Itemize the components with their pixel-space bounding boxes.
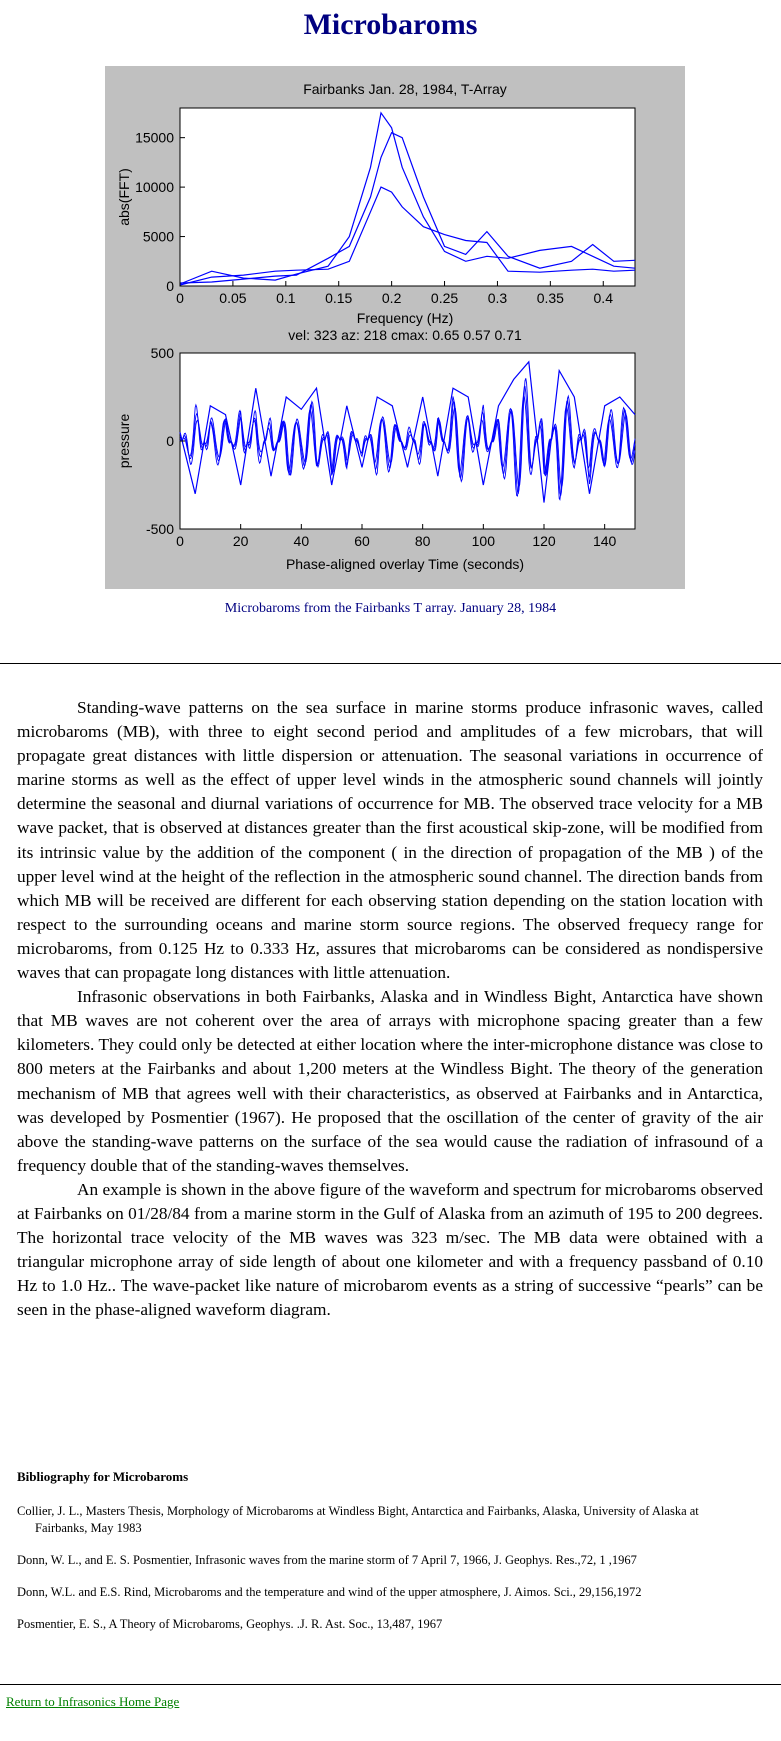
y-tick-label: 0 [166,433,174,449]
x-tick-label: 0.15 [325,290,353,306]
home-page-link[interactable]: Return to Infrasonics Home Page [6,1694,180,1709]
y-tick-label: 15000 [135,129,174,146]
bibliography-entry: Collier, J. L., Masters Thesis, Morphology of Microbaroms at Windless Bight, Antarctica and Fairbanks, Alaska, University of Alaska at Fairbanks, May 1983 [17,1504,699,1535]
figure-caption: Microbaroms from the Fairbanks T array. January 28, 1984 [224,601,557,616]
y-tick-label: 10000 [135,179,174,196]
x-tick-label: 140 [592,533,617,549]
y-axis-label-pressure: pressure [116,413,132,469]
x-tick-label: 60 [354,533,370,549]
x-axis-label-frequency: Frequency (Hz) [356,310,454,326]
microbarom-figure [105,66,685,589]
y-tick-label: -500 [145,521,174,537]
article-body [17,696,763,1322]
bibliography-entry: Donn, W. L., and E. S. Posmentier, Infrasonic waves from the marine storm of 7 April 7, 1966, J. Geophys. Res.,72, 1 ,1967 [17,1553,637,1567]
x-tick-label: 120 [532,533,556,549]
x-tick-label: 0.3 [487,290,508,306]
x-tick-label: 0.25 [430,290,459,306]
y-tick-label: 5000 [142,228,174,245]
x-tick-label: 20 [232,533,249,549]
x-tick-label: 0.4 [593,290,613,306]
bibliography-entry: Donn, W.L. and E.S. Rind, Microbaroms and the temperature and wind of the upper atmosphere, J. Aimos. Sci., 29,156,1972 [17,1585,642,1599]
spectrum-plot-area [180,108,635,286]
x-tick-label: 0 [176,290,184,306]
chart-title-waveform: vel: 323 az: 218 cmax: 0.65 0.57 0.71 [288,327,522,343]
article-paragraph: Standing-wave patterns on the sea surface in marine storms produce infrasonic waves, called microbaroms (MB), with three to eight second period and amplitudes of a few microbars, that will propagate great distances with little dispersion or attenuation. The seasonal variations in occurrence of marine storms as well as the effect of upper level winds in the atmospheric sound channels will jointly determine the seasonal and diurnal variations of occurrence for MB. The observed trace velocity for a MB wave packet, that is observed at distances greater than the first acoustical skip-zone, will be modified from its intrinsic value by the addition of the component ( in the direction of propagation of the MB ) of the upper level wind at the height of the reflection in the atmospheric sound channel. The direction bands from which MB will be received are different for each observing station depending on the station location with respect to the surrounding oceans and marine storm source regions. The observed frequecy range for microbaroms, from 0.125 Hz to 0.333 Hz, assures that microbaroms can be considered as nondispersive waves that can propagate long distances with little attenuation. [17,698,763,983]
divider [0,663,781,664]
bibliography-entry: Posmentier, E. S., A Theory of Microbaroms, Geophys. .J. R. Ast. Soc., 13,487, 1967 [17,1617,443,1631]
page-title: Microbaroms [303,8,478,41]
y-tick-label: 0 [166,278,174,294]
x-tick-label: 40 [293,533,310,549]
y-tick-label: 500 [150,345,174,361]
x-tick-label: 0.2 [381,290,402,306]
x-tick-label: 0.35 [536,290,564,306]
bibliography-heading: Bibliography for Microbaroms [17,1469,189,1484]
y-axis-label-fft: abs(FFT) [116,168,132,226]
divider [0,1684,781,1685]
x-tick-label: 100 [471,533,496,549]
x-tick-label: 0 [176,533,184,549]
x-tick-label: 80 [414,533,431,549]
x-tick-label: 0.1 [276,290,296,306]
article-paragraph: An example is shown in the above figure of the waveform and spectrum for microbaroms observed at Fairbanks on 01/28/84 from a marine storm in the Gulf of Alaska from an azimuth of 195 to 200 degrees. The horizontal trace velocity of the MB waves was 323 m/sec. The MB data were obtained with a triangular microphone array of side length of about one kilometer and with a frequency passband of 0.10 Hz to 1.0 Hz.. The wave-packet like nature of microbarom events as a string of successive “pearls” can be seen in the phase-aligned waveform diagram. [17,1179,763,1320]
x-tick-label: 0.05 [219,290,247,306]
figure-panel [105,66,685,589]
article-paragraph: Infrasonic observations in both Fairbanks, Alaska and in Windless Bight, Antarctica have shown that MB waves are not coherent over the area of arrays with microphone spacing greater than a few kilometers. They could only be detected at either location where the inter-microphone distance was close to 800 meters at the Fairbanks and about 1,200 meters at the Windless Bight. The theory of the generation mechanism of MB that agrees well with their characteristics, as observed at Fairbanks and in Antarctica, was developed by Posmentier (1967). He proposed that the oscillation of the center of gravity of the air above the standing-wave patterns on the surface of the sea would cause the radiation of infrasound of a frequency double that of the standing-waves themselves. [17,987,763,1175]
chart-title-spectrum: Fairbanks Jan. 28, 1984, T-Array [303,81,507,97]
bibliography-list [17,1503,737,1648]
x-axis-label-time: Phase-aligned overlay Time (seconds) [285,556,525,572]
